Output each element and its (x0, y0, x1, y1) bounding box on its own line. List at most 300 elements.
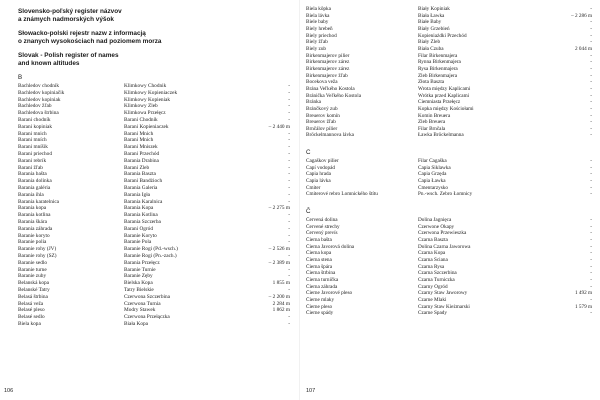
polish-name: Komin Breuera (418, 112, 451, 119)
slovak-name: Červené strechy (306, 223, 340, 230)
slovak-name: Barani chodník (18, 116, 51, 123)
register-row (306, 237, 592, 244)
register-row (18, 178, 290, 185)
slovak-name: Čierne pleso (306, 303, 333, 310)
polish-name: Czarne Spady (418, 310, 447, 317)
register-row (306, 113, 592, 120)
altitude: - (288, 320, 290, 327)
slovak-name: Biely priechod (306, 32, 337, 39)
altitude: - (590, 59, 592, 66)
slovak-name: Baranie turne (18, 266, 47, 273)
register-row (18, 205, 290, 212)
altitude: - (590, 310, 592, 317)
altitude: - (590, 52, 592, 59)
polish-name: Biały Żleb (418, 39, 441, 46)
slovak-name: Breuerov žľab (306, 119, 336, 126)
polish-name: Barania Szczerba (124, 218, 161, 225)
polish-name: Baranie Koryto (124, 232, 157, 239)
polish-name: Barania Baszta (124, 171, 156, 178)
slovak-name: Birkenmajerov žľab (306, 72, 348, 79)
slovak-name: Barania škára (18, 218, 47, 225)
polish-name: Baranie Rogi (Pn.-zach.) (124, 252, 177, 259)
altitude: - (590, 270, 592, 277)
altitude: - (590, 32, 592, 39)
slovak-name: Barania záhrada (18, 225, 53, 232)
register-row (306, 304, 592, 311)
polish-name: Czarna Baszta (418, 237, 448, 244)
register-row (306, 79, 592, 86)
register-row (18, 294, 290, 301)
heading-line: a známych nadmorských výšok (18, 16, 114, 23)
register-row (306, 46, 592, 53)
slovak-name: Brána Veľkého Kostola (306, 85, 355, 92)
slovak-name: Bachledov chodník (18, 83, 60, 89)
altitude: 2 284 m (272, 300, 290, 307)
register-row (18, 103, 290, 110)
slovak-name: Barani kopiniak (18, 123, 52, 130)
polish-name: Barani Bandżioch (124, 178, 163, 185)
register-row (306, 132, 592, 139)
slovak-name: Červený prevís (306, 230, 338, 237)
slovak-name: Barani rebrík (18, 157, 47, 164)
page-number: 107 (306, 388, 316, 394)
register-row (18, 124, 290, 131)
slovak-name: Biela kôpka (306, 6, 331, 12)
polish-name: Biały Grzebień (418, 25, 450, 32)
slovak-name: Belasé sedlo (18, 314, 45, 321)
section-letter: B (18, 74, 23, 81)
altitude: - (590, 125, 592, 132)
polish-name: Barani Ogród (124, 225, 153, 232)
heading-line: o znanych wysokościach nad poziomem morza (18, 38, 162, 45)
polish-name: Czarna Turniczka (418, 276, 455, 283)
register-heading (18, 8, 290, 68)
polish-name: Barani Mnich (124, 130, 154, 137)
polish-name: Biała Kopa (124, 320, 148, 327)
polish-name: Capia Siklawka (418, 164, 451, 171)
register-row (18, 246, 290, 253)
altitude: - (590, 65, 592, 72)
slovak-name: Barani mníšik (18, 144, 48, 151)
altitude: - (288, 110, 290, 117)
altitude: - (590, 105, 592, 112)
register-row (306, 230, 592, 237)
slovak-name: Bachledova štrbina (18, 110, 59, 117)
register-row (18, 219, 290, 226)
altitude: - (288, 225, 290, 232)
polish-name: Czerwone Okapy (418, 223, 455, 230)
polish-name: Czarne Mlaki (418, 296, 447, 303)
register-list (18, 83, 290, 328)
slovak-name: Bocekova veža (306, 79, 338, 86)
altitude: - (590, 112, 592, 119)
slovak-name: Baranie koryto (18, 232, 50, 239)
altitude: - (590, 243, 592, 250)
altitude: - (288, 150, 290, 157)
polish-name: Barania Galeria (124, 184, 158, 191)
register-row (306, 66, 592, 73)
register-row (18, 151, 290, 158)
register-row (306, 270, 592, 277)
altitude: – 2 200 m (268, 293, 290, 300)
altitude: - (288, 171, 290, 178)
slovak-name: Barania dolinka (18, 178, 52, 185)
slovak-name: Barani mnich (18, 130, 47, 137)
right-page (300, 0, 600, 400)
polish-name: Biała Ławka (418, 12, 445, 19)
group-spacer (306, 139, 592, 145)
altitude: - (590, 79, 592, 86)
slovak-name: Biely zub (306, 45, 327, 52)
polish-name: Klimkowy Żleb (124, 103, 158, 110)
polish-name: Barania Kotlina (124, 212, 158, 219)
register-row (18, 267, 290, 274)
slovak-name: Červená dolina (306, 217, 338, 224)
slovak-name: Barania karatelnica (18, 198, 60, 205)
page-number: 106 (4, 388, 14, 394)
register-row (18, 110, 290, 117)
register-row (306, 277, 592, 284)
slovak-name: Bránčkový zub (306, 105, 338, 112)
heading-line: Slovensko-poľský register názvov (18, 8, 122, 15)
register-row (306, 39, 592, 46)
altitude: - (288, 286, 290, 293)
polish-name: Klimkowa Przełęcz (124, 110, 166, 117)
polish-name: Klimkowy Chodnik (124, 83, 167, 89)
slovak-name: Čierna Javorová dolina (306, 243, 355, 250)
altitude: - (288, 103, 290, 110)
altitude: - (590, 223, 592, 230)
altitude: - (590, 283, 592, 290)
polish-name: Filar Birkenmajera (418, 52, 458, 59)
polish-name: Wrótka przed Kaplicami (418, 92, 470, 99)
polish-name: Czarna Szczerbina (418, 270, 457, 277)
polish-name: Biały Kopiniak (418, 6, 450, 12)
register-list (306, 158, 592, 198)
altitude: - (590, 19, 592, 26)
slovak-name: Baranie sedlo (18, 259, 47, 266)
altitude: - (288, 116, 290, 123)
slovak-name: Bachledov kopiniak (18, 96, 61, 103)
register-row (18, 280, 290, 287)
polish-name: Biała Czuba (418, 45, 444, 52)
slovak-name: Barani žľab (18, 164, 43, 171)
polish-name: Barania Igła (124, 191, 151, 198)
altitude: - (288, 157, 290, 164)
altitude: - (590, 158, 592, 165)
register-row (306, 257, 592, 264)
altitude: - (288, 184, 290, 191)
slovak-name: Biely hrebeň (306, 25, 333, 32)
polish-name: Barania Karalnica (124, 198, 163, 205)
altitude: - (288, 273, 290, 280)
polish-name: Baranie Pola (124, 239, 152, 246)
slovak-name: Čierne mlaky (306, 296, 335, 303)
register-row (18, 301, 290, 308)
register-row (306, 53, 592, 60)
register-row (18, 158, 290, 165)
altitude: – 2 389 m (268, 259, 290, 266)
altitude: - (590, 164, 592, 171)
altitude: – 2 526 m (268, 246, 290, 253)
slovak-name: Belasé pleso (18, 307, 45, 314)
polish-name: Barania Drabina (124, 157, 159, 164)
polish-name: Dolina Jagnięca (418, 217, 452, 224)
altitude: 1 492 m (574, 290, 592, 297)
altitude: 1 579 m (574, 303, 592, 310)
slovak-name: Biela kopa (18, 320, 41, 327)
register-row (18, 212, 290, 219)
altitude: – 2 440 m (268, 123, 290, 130)
register-row (18, 137, 290, 144)
section-letter: Č (306, 208, 311, 216)
altitude: - (590, 92, 592, 99)
register-row (18, 307, 290, 314)
slovak-name: Biela lávka (306, 12, 330, 19)
polish-name: Czarny Staw Jaworowy (418, 290, 468, 297)
polish-name: Czerwona Szczerbina (124, 293, 171, 300)
altitude: - (590, 6, 592, 12)
slovak-name: Birkenmajerov zárez (306, 65, 350, 72)
slovak-name: Bránička Veľkého Kostola (306, 92, 362, 99)
register-row (18, 260, 290, 267)
altitude: - (288, 96, 290, 103)
polish-name: Klimkowy Kopieniaczek (124, 89, 178, 96)
register-row (18, 144, 290, 151)
altitude: - (590, 257, 592, 263)
slovak-name: Čierna záhrada (306, 283, 338, 290)
register-list (306, 6, 592, 139)
polish-name: Capia Grzęda (418, 171, 447, 178)
slovak-name: Breuerov komín (306, 112, 340, 119)
altitude: - (590, 132, 592, 139)
polish-name: Złota Baszta (418, 79, 445, 86)
register-row (306, 290, 592, 297)
register-row (306, 93, 592, 100)
register-row (306, 310, 592, 317)
altitude: - (590, 85, 592, 92)
register-row (18, 185, 290, 192)
altitude: - (288, 212, 290, 219)
altitude: - (590, 217, 592, 224)
polish-name: Baranie Turnie (124, 266, 156, 273)
register-row (18, 90, 290, 97)
register-row (306, 217, 592, 224)
slovak-name: Čierna štrbina (306, 270, 336, 277)
polish-name: Kopieniażdki Przechód (418, 32, 467, 39)
slovak-name: Barania kotlina (18, 212, 51, 219)
slovak-name: Belasá veža (18, 300, 44, 307)
polish-name: Baranie Rogi (Pd.-wsch.) (124, 246, 178, 253)
register-row (306, 297, 592, 304)
register-row (306, 6, 592, 13)
polish-name: Barani Żleb (124, 164, 150, 171)
register-row (18, 239, 290, 246)
polish-name: Czarna Kopa (418, 250, 446, 257)
polish-name: Czerwona Przełączka (124, 314, 170, 321)
register-row (306, 250, 592, 257)
slovak-name: Cagaškov pilier (306, 158, 339, 165)
register-groups (306, 6, 592, 317)
slovak-name: Belanská kopa (18, 280, 50, 287)
slovak-name: Biele baby (306, 19, 329, 26)
altitude: - (590, 99, 592, 106)
altitude: - (288, 218, 290, 225)
polish-name: Capia Ławka (418, 178, 446, 185)
register-row (18, 171, 290, 178)
register-list (306, 217, 592, 317)
altitude: - (288, 191, 290, 198)
slovak-name: Capia hrada (306, 171, 331, 178)
polish-name: Czerwona Przewieszka (418, 230, 467, 237)
polish-name: Dolina Czarna Jaworowa (418, 243, 471, 250)
slovak-name: Čierna kopa (306, 250, 332, 257)
register-row (18, 192, 290, 199)
altitude: - (590, 178, 592, 185)
altitude: - (288, 252, 290, 259)
polish-name: Kopka między Kościołami (418, 105, 474, 112)
register-row (18, 314, 290, 321)
slovak-name: Barani priechod (18, 150, 52, 157)
polish-name: Ławka Bröckelmanna (418, 132, 464, 139)
polish-name: Cmentarzysko (418, 184, 448, 191)
slovak-name: Bránka (306, 99, 321, 106)
slovak-name: Čierna špára (306, 263, 333, 270)
altitude: - (590, 25, 592, 32)
register-row (18, 165, 290, 172)
altitude: - (590, 276, 592, 283)
altitude: 1 855 m (272, 280, 290, 287)
register-row (306, 264, 592, 271)
polish-name: Rynna Birkenmajera (418, 59, 461, 66)
heading-line: and known altitudes (18, 60, 80, 67)
polish-name: Białe Baby (418, 19, 442, 26)
slovak-name: Baranie rohy (JV) (18, 246, 57, 253)
register-row (306, 73, 592, 80)
register-row (306, 59, 592, 66)
altitude: - (288, 89, 290, 96)
polish-name: Ciemniasta Przełęcz (418, 99, 461, 106)
heading-line: Słowacko-polski rejestr nazw z informacją (18, 30, 146, 37)
register-row (18, 199, 290, 206)
slovak-name: Capia lávka (306, 178, 331, 185)
register-row (18, 83, 290, 90)
polish-name: Bielska Kopa (124, 280, 153, 287)
slovak-name: Barania ihla (18, 191, 44, 198)
register-row (306, 178, 592, 185)
polish-name: Barania Przełęcz (124, 259, 160, 266)
polish-name: Barani Chodnik (124, 116, 158, 123)
register-row (18, 226, 290, 233)
register-row (306, 86, 592, 93)
register-row (18, 253, 290, 260)
polish-name: Czarna Rysa (418, 263, 445, 270)
slovak-name: Barani mních (18, 137, 47, 144)
register-row (306, 171, 592, 178)
slovak-name: Čierna turnička (306, 276, 339, 283)
polish-name: Pn.-wsch. Żebro Łomnicy (418, 191, 473, 198)
slovak-name: Birkenmajerov zárez (306, 59, 350, 66)
register-row (306, 13, 592, 20)
polish-name: Barani Kopieniaczek (124, 123, 169, 130)
group-spacer (306, 198, 592, 204)
slovak-name: Baranie polia (18, 239, 47, 246)
altitude: - (590, 184, 592, 191)
register-row (306, 33, 592, 40)
slovak-name: Bröckelmannova lávka (306, 132, 354, 139)
polish-name: Czerwona Turnia (124, 300, 161, 307)
slovak-name: Belasá štrbina (18, 293, 48, 300)
altitude: - (590, 72, 592, 79)
register-row (306, 165, 592, 172)
altitude: - (590, 250, 592, 257)
register-row (306, 284, 592, 291)
altitude: 2 044 m (574, 45, 592, 52)
slovak-name: Čierne spády (306, 310, 334, 317)
altitude: – 2 275 m (268, 205, 290, 212)
slovak-name: Capí vodopád (306, 164, 335, 171)
heading-line: Slovak - Polish register of names (18, 52, 119, 59)
polish-name: Tatry Bielskie (124, 286, 154, 293)
polish-name: Czarny Staw Kieżmarski (418, 303, 470, 310)
altitude: 1 862 m (272, 307, 290, 314)
altitude: - (288, 232, 290, 239)
polish-name: Żleb Breuera (418, 119, 446, 126)
slovak-name: Bachledov kopiniačik (18, 89, 65, 96)
altitude: - (288, 130, 290, 137)
altitude: - (590, 263, 592, 270)
polish-name: Czarny Ogród (418, 283, 448, 290)
slovak-name: Cmiterové rebro Lomnického štítu (306, 191, 378, 198)
slovak-name: Čierna bašta (306, 237, 332, 244)
altitude: - (590, 39, 592, 46)
register-row (18, 131, 290, 138)
altitude: - (288, 314, 290, 321)
register-row (306, 106, 592, 113)
altitude: - (590, 296, 592, 303)
slovak-name: Barania galéria (18, 184, 51, 191)
slovak-name: Brnčálov pilier (306, 125, 338, 132)
altitude: - (288, 239, 290, 246)
altitude: - (288, 178, 290, 185)
register-row (18, 117, 290, 124)
polish-name: Czarna Ściana (418, 257, 448, 263)
polish-name: Barania Kopa (124, 205, 154, 212)
altitude: - (590, 119, 592, 126)
slovak-name: Barania bašta (18, 171, 47, 178)
polish-name: Filar Cagaška (418, 158, 447, 165)
slovak-name: Belanské Tatry (18, 286, 50, 293)
register-row (306, 191, 592, 198)
register-row (306, 185, 592, 192)
register-row (18, 321, 290, 328)
altitude: - (590, 171, 592, 178)
register-row (18, 287, 290, 294)
slovak-name: Baranie rohy (SZ) (18, 252, 57, 259)
slovak-name: Čierne Javorové pleso (306, 290, 353, 297)
polish-name: Rysa Birkenmajera (418, 65, 458, 72)
altitude: - (590, 237, 592, 244)
polish-name: Wrota między Kaplicami (418, 85, 471, 92)
register-row (306, 26, 592, 33)
altitude: - (288, 137, 290, 144)
polish-name: Barani Mniszek (124, 144, 158, 151)
register-row (18, 273, 290, 280)
register-row (306, 19, 592, 26)
slovak-name: Biely žľab (306, 39, 328, 46)
altitude: - (590, 191, 592, 198)
altitude: - (288, 266, 290, 273)
